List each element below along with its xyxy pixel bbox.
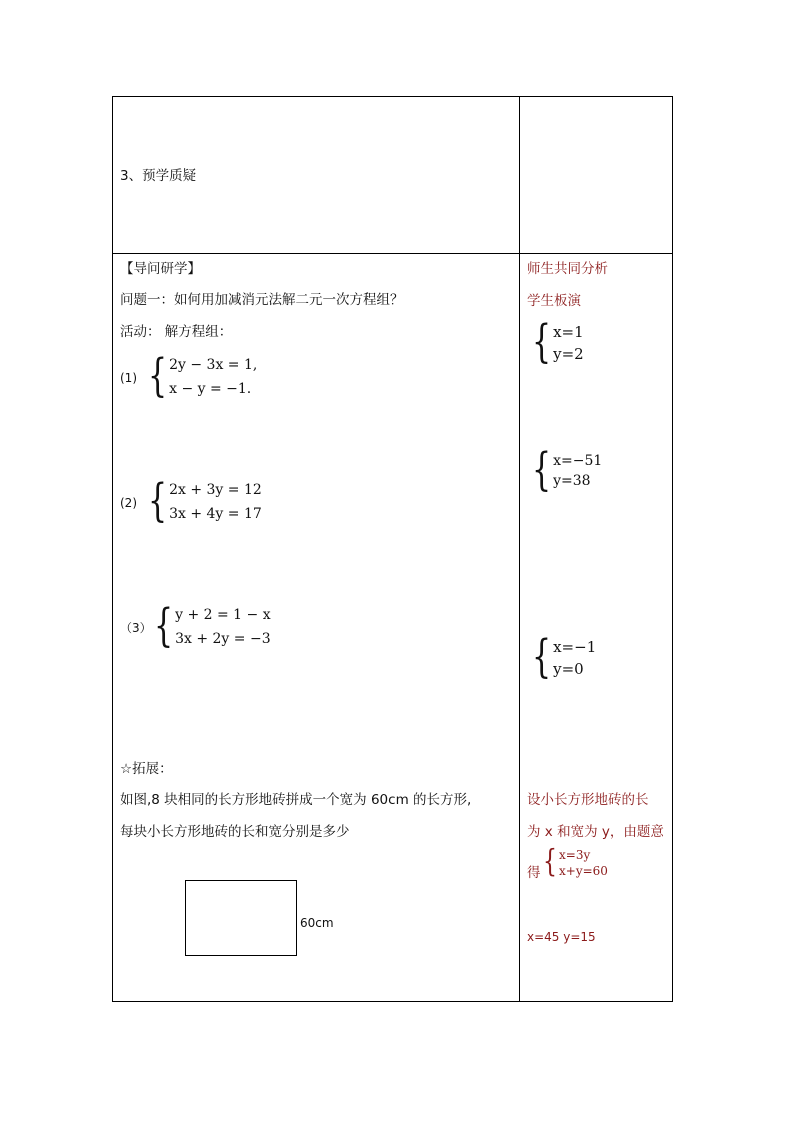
extension-eq-2: x+y=60 [559,864,608,878]
extension-eq-1: x=3y [559,848,591,862]
system-1-label: (1) [120,371,137,385]
extension-solution-line-2: 为 x 和宽为 y，由题意 [527,824,664,840]
activity-label: 活动： 解方程组： [120,324,233,340]
extension-system [543,844,608,880]
brace-icon: { [148,475,168,528]
system-2-eq2: 3x + 4y = 17 [169,506,262,522]
system-3-label: （3） [120,621,152,635]
figure-width-label: 60cm [300,916,334,930]
extension-line-1: 如图,8 块相同的长方形地砖拼成一个宽为 60cm 的长方形, [120,792,472,808]
extension-solution-de: 得 [527,865,541,881]
extension-result: x=45 y=15 [527,930,596,944]
brace-icon: { [532,444,552,497]
answer-1 [532,316,584,369]
system-3-eq2: 3x + 2y = −3 [175,631,271,647]
answer-2-y: y=38 [553,473,591,489]
guide-heading: 【导问研学】 [120,261,201,277]
system-3 [154,600,271,653]
brace-icon: { [532,316,552,369]
extension-line-2: 每块小长方形地砖的长和宽分别是多少 [120,824,350,840]
column-divider [519,96,520,1002]
answer-1-y: y=2 [553,345,584,363]
system-3-eq1: y + 2 = 1 − x [175,607,271,623]
brace-icon: { [543,844,557,880]
note-board: 学生板演 [527,293,581,309]
answer-3-y: y=0 [553,660,584,678]
system-2 [148,475,262,528]
floor-tile-rectangle [185,880,297,956]
answer-3 [532,631,597,684]
system-1-eq1: 2y − 3x = 1, [169,357,258,373]
answer-1-x: x=1 [553,323,584,341]
system-2-label: (2) [120,496,137,510]
extension-heading: ☆拓展： [120,761,173,777]
brace-icon: { [148,350,168,403]
system-1-eq2: x − y = −1. [169,381,252,397]
answer-3-x: x=−1 [553,638,597,656]
system-1 [148,350,258,403]
extension-solution-line-1: 设小长方形地砖的长 [527,792,649,808]
row-divider [112,253,673,254]
note-analysis: 师生共同分析 [527,261,608,277]
prestudy-label: 3、预学质疑 [120,168,197,184]
brace-icon: { [532,631,552,684]
answer-2-x: x=−51 [553,453,603,469]
brace-icon: { [154,600,174,653]
answer-2 [532,444,603,497]
system-2-eq1: 2x + 3y = 12 [169,482,262,498]
question-one: 问题一：如何用加减消元法解二元一次方程组？ [120,292,404,308]
